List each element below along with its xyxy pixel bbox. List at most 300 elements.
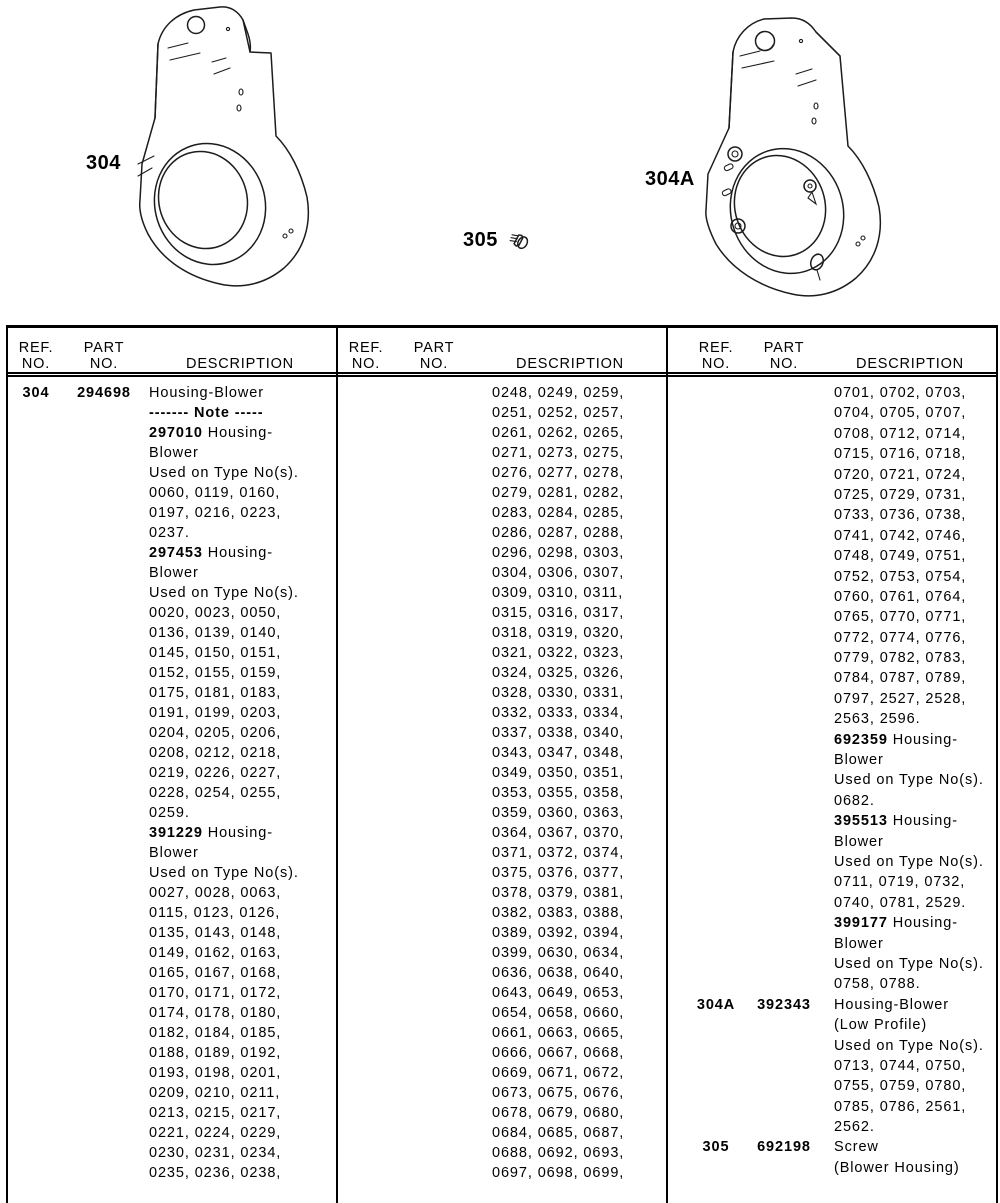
ref-no-cell <box>350 963 406 983</box>
part-no-cell <box>64 723 144 743</box>
ref-no-cell <box>688 628 744 648</box>
table-row <box>8 1003 336 1023</box>
ref-no-cell <box>8 403 64 423</box>
part-no-cell <box>744 750 824 770</box>
ref-no-cell <box>688 465 744 485</box>
ref-no-cell <box>8 643 64 663</box>
part-no-cell <box>744 852 824 872</box>
description-cell: 0328, 0330, 0331, <box>492 685 625 701</box>
ref-no-cell <box>8 803 64 823</box>
ref-no-cell <box>688 689 744 709</box>
part-no-cell <box>406 883 486 903</box>
header-ref-no <box>8 332 64 372</box>
description-cell: 0375, 0376, 0377, <box>492 865 625 881</box>
table-row <box>668 750 996 770</box>
table-row <box>668 607 996 627</box>
ref-no-cell <box>8 1163 64 1183</box>
ref-no-cell <box>8 743 64 763</box>
part-no-cell <box>64 843 144 863</box>
table-row <box>668 974 996 994</box>
description-cell: Used on Type No(s). <box>149 465 299 481</box>
header-description: DESCRIPTION <box>516 356 624 372</box>
table-row <box>668 893 996 913</box>
table-row <box>668 730 996 750</box>
description-cell: 0027, 0028, 0063, <box>149 885 282 901</box>
ref-no-cell <box>8 1143 64 1163</box>
description-cell: Used on Type No(s). <box>834 955 984 972</box>
description-cell: 0741, 0742, 0746, <box>834 527 967 544</box>
part-no-cell <box>64 783 144 803</box>
ref-no-cell <box>350 1063 406 1083</box>
description-cell: 0213, 0215, 0217, <box>149 1105 282 1121</box>
table-row <box>338 543 666 563</box>
part-no-cell <box>744 1036 824 1056</box>
description-cell: Housing-Blower <box>149 385 264 401</box>
ref-no-cell <box>350 983 406 1003</box>
ref-no-cell <box>688 383 744 403</box>
description-cell: 0283, 0284, 0285, <box>492 505 625 521</box>
part-no-cell <box>64 943 144 963</box>
part-no-cell <box>64 863 144 883</box>
part-no-cell <box>64 603 144 623</box>
ref-no-cell <box>350 683 406 703</box>
parts-table <box>6 325 998 1203</box>
table-row <box>8 463 336 483</box>
table-row <box>8 743 336 763</box>
ref-no-cell <box>8 623 64 643</box>
table-row <box>8 1123 336 1143</box>
ref-no-cell <box>350 1123 406 1143</box>
description-cell: 0673, 0675, 0676, <box>492 1085 625 1101</box>
ref-no-cell <box>688 403 744 423</box>
part-no-cell <box>406 1043 486 1063</box>
table-row <box>338 583 666 603</box>
table-row <box>338 483 666 503</box>
table-row <box>338 663 666 683</box>
ref-no-cell <box>688 1076 744 1096</box>
table-row <box>338 1123 666 1143</box>
description-cell: Blower <box>149 445 199 461</box>
description-cell: 0371, 0372, 0374, <box>492 845 625 861</box>
ref-no-cell <box>688 872 744 892</box>
table-row <box>668 587 996 607</box>
description-cell: 0174, 0178, 0180, <box>149 1005 282 1021</box>
ref-no-cell <box>8 823 64 843</box>
ref-no-cell <box>8 483 64 503</box>
header-part-no: PART NO. <box>413 340 455 372</box>
description-cell: 0337, 0338, 0340, <box>492 725 625 741</box>
part-no-cell <box>406 523 486 543</box>
part-no-cell <box>64 823 144 843</box>
table-row <box>668 567 996 587</box>
table-row <box>8 443 336 463</box>
ref-no-cell <box>8 1083 64 1103</box>
description-cell: 0219, 0226, 0227, <box>149 765 282 781</box>
table-header <box>338 328 666 377</box>
header-ref-line2: NO. <box>21 356 51 372</box>
table-row <box>8 1063 336 1083</box>
part-no-cell <box>744 628 824 648</box>
table-row <box>338 1023 666 1043</box>
description-cell: 0332, 0333, 0334, <box>492 705 625 721</box>
ref-no-cell <box>8 523 64 543</box>
ref-no-cell <box>350 923 406 943</box>
description-cell: 0248, 0249, 0259, <box>492 385 625 401</box>
part-no-cell: 392343 <box>757 996 811 1013</box>
description-cell: 0688, 0692, 0693, <box>492 1145 625 1161</box>
description-cell: 0309, 0310, 0311, <box>492 585 624 601</box>
table-row <box>8 563 336 583</box>
ref-no-cell: 304A <box>696 996 736 1013</box>
description-cell: 0191, 0199, 0203, <box>149 705 282 721</box>
table-row <box>668 1036 996 1056</box>
part-no-cell <box>744 403 824 423</box>
ref-no-cell <box>350 863 406 883</box>
description-cell: 0296, 0298, 0303, <box>492 545 625 561</box>
part-no-cell <box>64 903 144 923</box>
description-cell: 0682. <box>834 792 875 809</box>
table-row <box>338 983 666 1003</box>
table-row <box>8 503 336 523</box>
description-cell: 0349, 0350, 0351, <box>492 765 625 781</box>
table-row <box>8 863 336 883</box>
description-cell: 0170, 0171, 0172, <box>149 985 282 1001</box>
part-no-cell <box>406 1103 486 1123</box>
table-row <box>668 913 996 933</box>
part-no-cell <box>744 668 824 688</box>
description-cell: 692359 Housing- <box>834 731 958 748</box>
description-cell: 0784, 0787, 0789, <box>834 670 967 687</box>
part-no-cell <box>406 1143 486 1163</box>
part-no-cell <box>64 883 144 903</box>
description-cell: Blower <box>834 833 884 850</box>
part-no-cell <box>64 443 144 463</box>
table-row <box>338 623 666 643</box>
description-cell: 0713, 0744, 0750, <box>834 1057 967 1074</box>
description-cell: 395513 Housing- <box>834 813 958 830</box>
description-cell: 0251, 0252, 0257, <box>492 405 625 421</box>
ref-no-cell <box>8 1043 64 1063</box>
part-no-cell <box>64 543 144 563</box>
description-cell: 0684, 0685, 0687, <box>492 1125 625 1141</box>
description-cell: 399177 Housing- <box>834 915 958 932</box>
ref-no-cell: 304 <box>22 385 50 401</box>
table-row <box>8 963 336 983</box>
table-row <box>8 583 336 603</box>
part-no-cell: 294698 <box>77 385 131 401</box>
part-no-cell <box>406 1083 486 1103</box>
table-header <box>668 328 996 377</box>
table-body-column-3 <box>668 377 996 1178</box>
table-row <box>668 832 996 852</box>
table-row <box>8 1103 336 1123</box>
table-row <box>338 683 666 703</box>
ref-no-cell <box>8 563 64 583</box>
description-cell: 297010 Housing- <box>149 425 273 441</box>
table-row <box>8 1143 336 1163</box>
description-cell: 0135, 0143, 0148, <box>149 925 282 941</box>
part-no-cell <box>406 563 486 583</box>
ref-no-cell <box>688 709 744 729</box>
description-cell: Blower <box>149 845 199 861</box>
ref-no-cell <box>350 903 406 923</box>
ref-no-cell <box>8 863 64 883</box>
part-no-cell <box>406 1123 486 1143</box>
table-row <box>8 1083 336 1103</box>
screw-305-drawing <box>506 231 532 255</box>
description-cell: 2562. <box>834 1119 875 1136</box>
table-row <box>338 963 666 983</box>
part-no-cell <box>64 703 144 723</box>
header-part-no: PART NO. <box>763 340 805 372</box>
ref-no-cell <box>8 763 64 783</box>
table-row <box>668 505 996 525</box>
table-row <box>668 1015 996 1035</box>
description-cell: 0115, 0123, 0126, <box>149 905 281 921</box>
ref-no-cell <box>350 943 406 963</box>
table-row <box>668 546 996 566</box>
ref-no-cell <box>350 423 406 443</box>
part-no-cell <box>64 1163 144 1183</box>
table-row <box>338 1043 666 1063</box>
description-cell: 0204, 0205, 0206, <box>149 725 282 741</box>
table-row <box>338 783 666 803</box>
description-cell: 0785, 0786, 2561, <box>834 1098 967 1115</box>
ref-no-cell <box>350 563 406 583</box>
description-cell: 0359, 0360, 0363, <box>492 805 625 821</box>
table-row <box>668 465 996 485</box>
ref-no-cell <box>8 543 64 563</box>
table-row <box>8 383 336 403</box>
ref-no-cell <box>350 763 406 783</box>
description-cell: 0364, 0367, 0370, <box>492 825 625 841</box>
table-row <box>8 403 336 423</box>
table-row <box>338 563 666 583</box>
table-row <box>8 1043 336 1063</box>
part-no-cell <box>64 483 144 503</box>
header-ref-no: REF. NO. <box>348 340 384 372</box>
description-cell: 0221, 0224, 0229, <box>149 1125 282 1141</box>
header-ref-no: REF. NO. <box>698 340 734 372</box>
description-cell: 0755, 0759, 0780, <box>834 1078 967 1095</box>
table-row <box>8 643 336 663</box>
description-cell: 0748, 0749, 0751, <box>834 548 967 565</box>
ref-no-cell <box>350 623 406 643</box>
description-cell: 0708, 0712, 0714, <box>834 425 967 442</box>
ref-no-cell <box>688 730 744 750</box>
ref-no-cell <box>688 567 744 587</box>
ref-no-cell <box>688 607 744 627</box>
description-cell: 0271, 0273, 0275, <box>492 445 625 461</box>
part-no-cell <box>406 963 486 983</box>
ref-no-cell <box>8 503 64 523</box>
ref-no-cell <box>688 934 744 954</box>
ref-no-cell <box>8 923 64 943</box>
ref-no-cell <box>350 603 406 623</box>
ref-no-cell <box>350 583 406 603</box>
table-row <box>8 923 336 943</box>
part-no-cell <box>406 863 486 883</box>
description-cell: 0188, 0189, 0192, <box>149 1045 282 1061</box>
description-cell: 0279, 0281, 0282, <box>492 485 625 501</box>
ref-no-cell <box>350 1083 406 1103</box>
description-cell: Blower <box>834 752 884 769</box>
description-cell: 0321, 0322, 0323, <box>492 645 625 661</box>
description-cell: 0661, 0663, 0665, <box>492 1025 625 1041</box>
description-cell: 0720, 0721, 0724, <box>834 466 967 483</box>
part-no-cell <box>744 587 824 607</box>
table-row <box>668 811 996 831</box>
part-no-cell <box>64 523 144 543</box>
table-row <box>8 723 336 743</box>
description-cell: 0276, 0277, 0278, <box>492 465 625 481</box>
ref-no-cell <box>8 603 64 623</box>
table-row <box>668 934 996 954</box>
table-row <box>668 383 996 403</box>
ref-no-cell <box>350 1103 406 1123</box>
table-row <box>8 1023 336 1043</box>
description-cell: 0797, 2527, 2528, <box>834 690 967 707</box>
part-no-cell <box>406 703 486 723</box>
table-row <box>338 403 666 423</box>
ref-no-cell <box>688 791 744 811</box>
description-cell: 0237. <box>149 525 190 541</box>
header-part-no <box>64 332 144 372</box>
description-cell: 0165, 0167, 0168, <box>149 965 282 981</box>
description-cell: 0175, 0181, 0183, <box>149 685 282 701</box>
ref-no-cell <box>688 770 744 790</box>
ref-no-cell <box>688 1117 744 1137</box>
table-row <box>338 743 666 763</box>
table-row <box>338 503 666 523</box>
ref-no-cell <box>8 903 64 923</box>
description-cell: 0235, 0236, 0238, <box>149 1165 282 1181</box>
description-cell: 0389, 0392, 0394, <box>492 925 625 941</box>
table-row <box>668 485 996 505</box>
description-cell: Housing-Blower <box>834 996 949 1013</box>
part-no-cell <box>64 1003 144 1023</box>
part-no-cell <box>64 1023 144 1043</box>
table-row <box>338 1103 666 1123</box>
description-cell: 0740, 0781, 2529. <box>834 894 967 911</box>
part-no-cell <box>744 1097 824 1117</box>
description-cell: 0353, 0355, 0358, <box>492 785 625 801</box>
table-row <box>668 1097 996 1117</box>
table-row <box>668 1117 996 1137</box>
description-cell: Used on Type No(s). <box>834 772 984 789</box>
part-no-cell <box>406 603 486 623</box>
ref-no-cell <box>8 463 64 483</box>
description-cell: 0378, 0379, 0381, <box>492 885 625 901</box>
description-cell: 0208, 0212, 0218, <box>149 745 282 761</box>
ref-no-cell <box>8 703 64 723</box>
description-cell: (Blower Housing) <box>834 1159 960 1176</box>
part-no-cell <box>744 648 824 668</box>
ref-no-cell <box>350 483 406 503</box>
part-no-cell <box>406 823 486 843</box>
table-body-column-2 <box>338 377 666 1183</box>
table-row <box>668 1056 996 1076</box>
part-no-cell <box>744 505 824 525</box>
table-row <box>338 1003 666 1023</box>
description-cell: 0772, 0774, 0776, <box>834 629 967 646</box>
part-no-cell <box>406 843 486 863</box>
table-row <box>8 903 336 923</box>
part-no-cell <box>744 383 824 403</box>
ref-no-cell <box>8 943 64 963</box>
table-row <box>8 483 336 503</box>
ref-no-cell: 305 <box>702 1139 730 1156</box>
part-no-cell <box>406 923 486 943</box>
part-no-cell <box>406 783 486 803</box>
part-no-cell <box>64 1103 144 1123</box>
part-no-cell <box>64 503 144 523</box>
part-no-cell <box>744 832 824 852</box>
table-row <box>8 1163 336 1183</box>
description-cell: 0193, 0198, 0201, <box>149 1065 282 1081</box>
table-row <box>668 526 996 546</box>
part-no-cell <box>744 546 824 566</box>
description-cell: Blower <box>149 565 199 581</box>
ref-no-cell <box>8 683 64 703</box>
part-no-cell <box>64 463 144 483</box>
table-row <box>668 1137 996 1157</box>
description-cell: 0654, 0658, 0660, <box>492 1005 625 1021</box>
description-cell: (Low Profile) <box>834 1017 928 1034</box>
table-row <box>8 683 336 703</box>
blower-housing-304a-drawing <box>700 14 886 304</box>
table-row <box>8 883 336 903</box>
table-row <box>338 1083 666 1103</box>
part-no-cell <box>744 791 824 811</box>
ref-no-cell <box>350 823 406 843</box>
description-cell: 0152, 0155, 0159, <box>149 665 282 681</box>
part-no-cell <box>406 943 486 963</box>
ref-no-cell <box>8 883 64 903</box>
ref-no-cell <box>350 883 406 903</box>
table-row <box>338 923 666 943</box>
description-cell: 0678, 0679, 0680, <box>492 1105 625 1121</box>
part-no-cell <box>64 923 144 943</box>
table-row <box>668 668 996 688</box>
table-row <box>338 763 666 783</box>
ref-no-cell <box>688 1036 744 1056</box>
description-cell: Blower <box>834 935 884 952</box>
table-row <box>338 803 666 823</box>
header-part-line1: PART <box>83 340 125 356</box>
description-cell: 2563, 2596. <box>834 711 921 728</box>
table-row <box>338 823 666 843</box>
ref-no-cell <box>688 668 744 688</box>
part-no-cell <box>406 1003 486 1023</box>
ref-no-cell <box>350 403 406 423</box>
table-column-2 <box>336 328 666 1203</box>
table-row <box>668 628 996 648</box>
description-cell: 0636, 0638, 0640, <box>492 965 625 981</box>
part-no-cell <box>744 709 824 729</box>
table-row <box>8 423 336 443</box>
part-no-cell <box>64 623 144 643</box>
table-row <box>668 995 996 1015</box>
ref-no-cell <box>8 1063 64 1083</box>
table-row <box>668 852 996 872</box>
table-row <box>8 623 336 643</box>
ref-no-cell <box>688 1056 744 1076</box>
ref-no-cell <box>688 750 744 770</box>
ref-no-cell <box>350 1003 406 1023</box>
description-cell: 0779, 0782, 0783, <box>834 650 967 667</box>
table-row <box>8 663 336 683</box>
